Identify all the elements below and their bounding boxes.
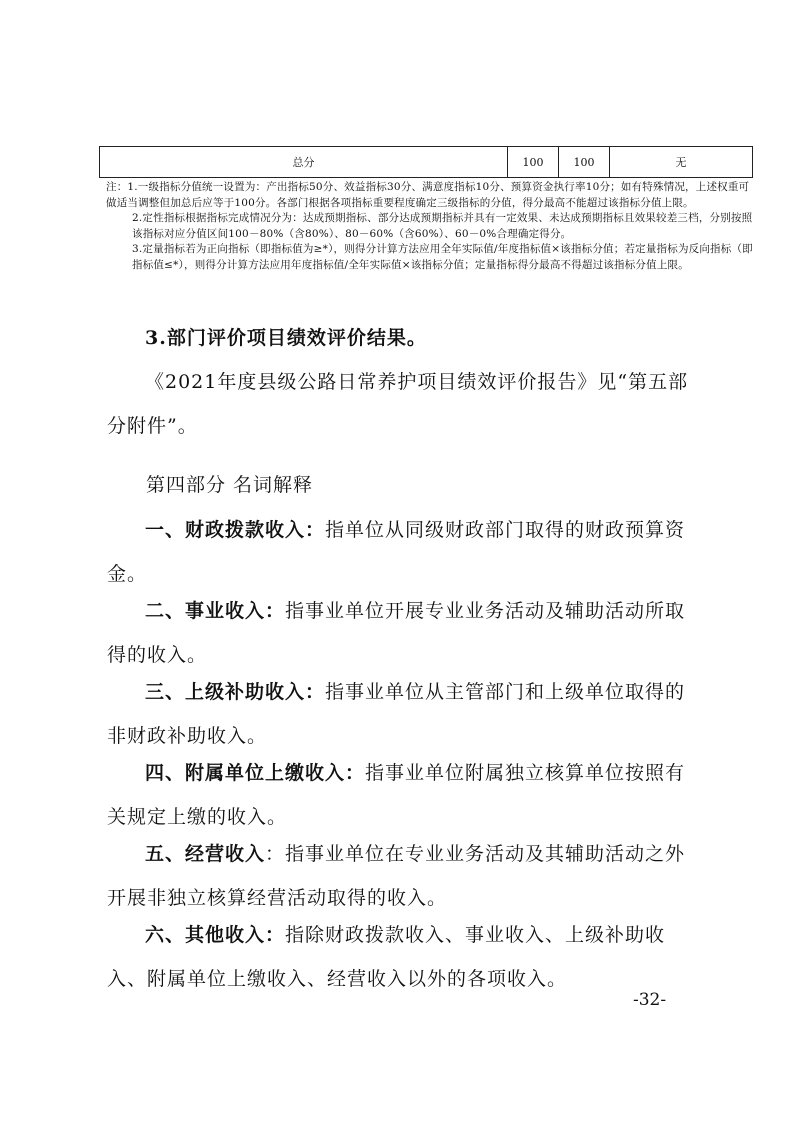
glossary-definition: 指事业单位从主管部门和上级单位取得的非财政补助收入。 [107,681,686,747]
glossary-item-3 [107,670,693,758]
glossary-item-4 [107,751,693,839]
glossary-definition: 指事业单位开展专业业务活动及辅助活动所取得的收入。 [107,600,686,666]
score-cell: 100 [559,147,610,178]
glossary-item-6 [107,913,693,1001]
glossary-term: 三、上级补助收入： [145,681,326,703]
page-number: -32- [633,990,667,1010]
results-section [107,316,693,448]
glossary-item-2 [107,589,693,677]
glossary-definition: 指单位从同级财政部门取得的财政预算资金。 [107,519,686,585]
note-1: 注：1.一级指标分值统一设置为：产出指标50分、效益指标30分、满意度指标10分、预算资金执行率10分；如有特殊情况，上述权重可做适当调整但加总后应等于100分。各部门根据各项指标重要程度确定三级指标的分值，得分最高不能超过该指标分值上限。 [106,181,750,209]
glossary-definition: 指事业单位附属独立核算单位按照有关规定上缴的收入。 [107,762,686,828]
glossary-definition: 指除财政拨款收入、事业收入、上级补助收入、附属单位上缴收入、经营收入以外的各项收入。 [107,924,666,990]
glossary-definition: ：指事业单位在专业业务活动及其辅助活动之外开展非独立核算经营活动取得的收入。 [107,843,686,909]
glossary-term: 二、事业收入： [145,600,286,622]
total-score-row [100,147,753,178]
glossary-term: 五、经营收入 [145,843,266,865]
score-table [99,146,753,178]
table-notes [106,180,754,273]
results-body: 《2021年度县级公路日常养护项目绩效评价报告》见“第五部分附件”。 [107,371,689,437]
weight-cell: 100 [508,147,559,178]
note-3: 3.定量指标若为正向指标（即指标值为≥*），则得分计算方法应用全年实际值/年度指标值×该指标分值；若定量指标为反向指标（即指标值≤*），则得分计算方法应用年度指标值/全年实际值×该指标分值；定量指标得分最高不得超过该指标分值上限。 [132,243,753,271]
glossary-item-1 [107,508,693,596]
note-2: 2.定性指标根据指标完成情况分为：达成预期指标、部分达成预期指标并具有一定效果、未达成预期指标且效果较差三档，分别按照该指标对应分值区间100－80%（含80%）、80－60%（含60%）、60－0%合理确定得分。 [132,212,753,240]
results-heading: 3.部门评价项目绩效评价结果。 [145,327,427,349]
glossary-term: 六、其他收入： [145,924,286,946]
remark-cell: 无 [610,147,753,178]
glossary-term: 四、附属单位上缴收入： [145,762,366,784]
total-label-cell: 总分 [100,147,508,178]
glossary-term: 一、财政拨款收入： [145,519,326,541]
glossary-title: 第四部分 名词解释 [146,474,314,496]
glossary-item-5 [107,832,693,920]
